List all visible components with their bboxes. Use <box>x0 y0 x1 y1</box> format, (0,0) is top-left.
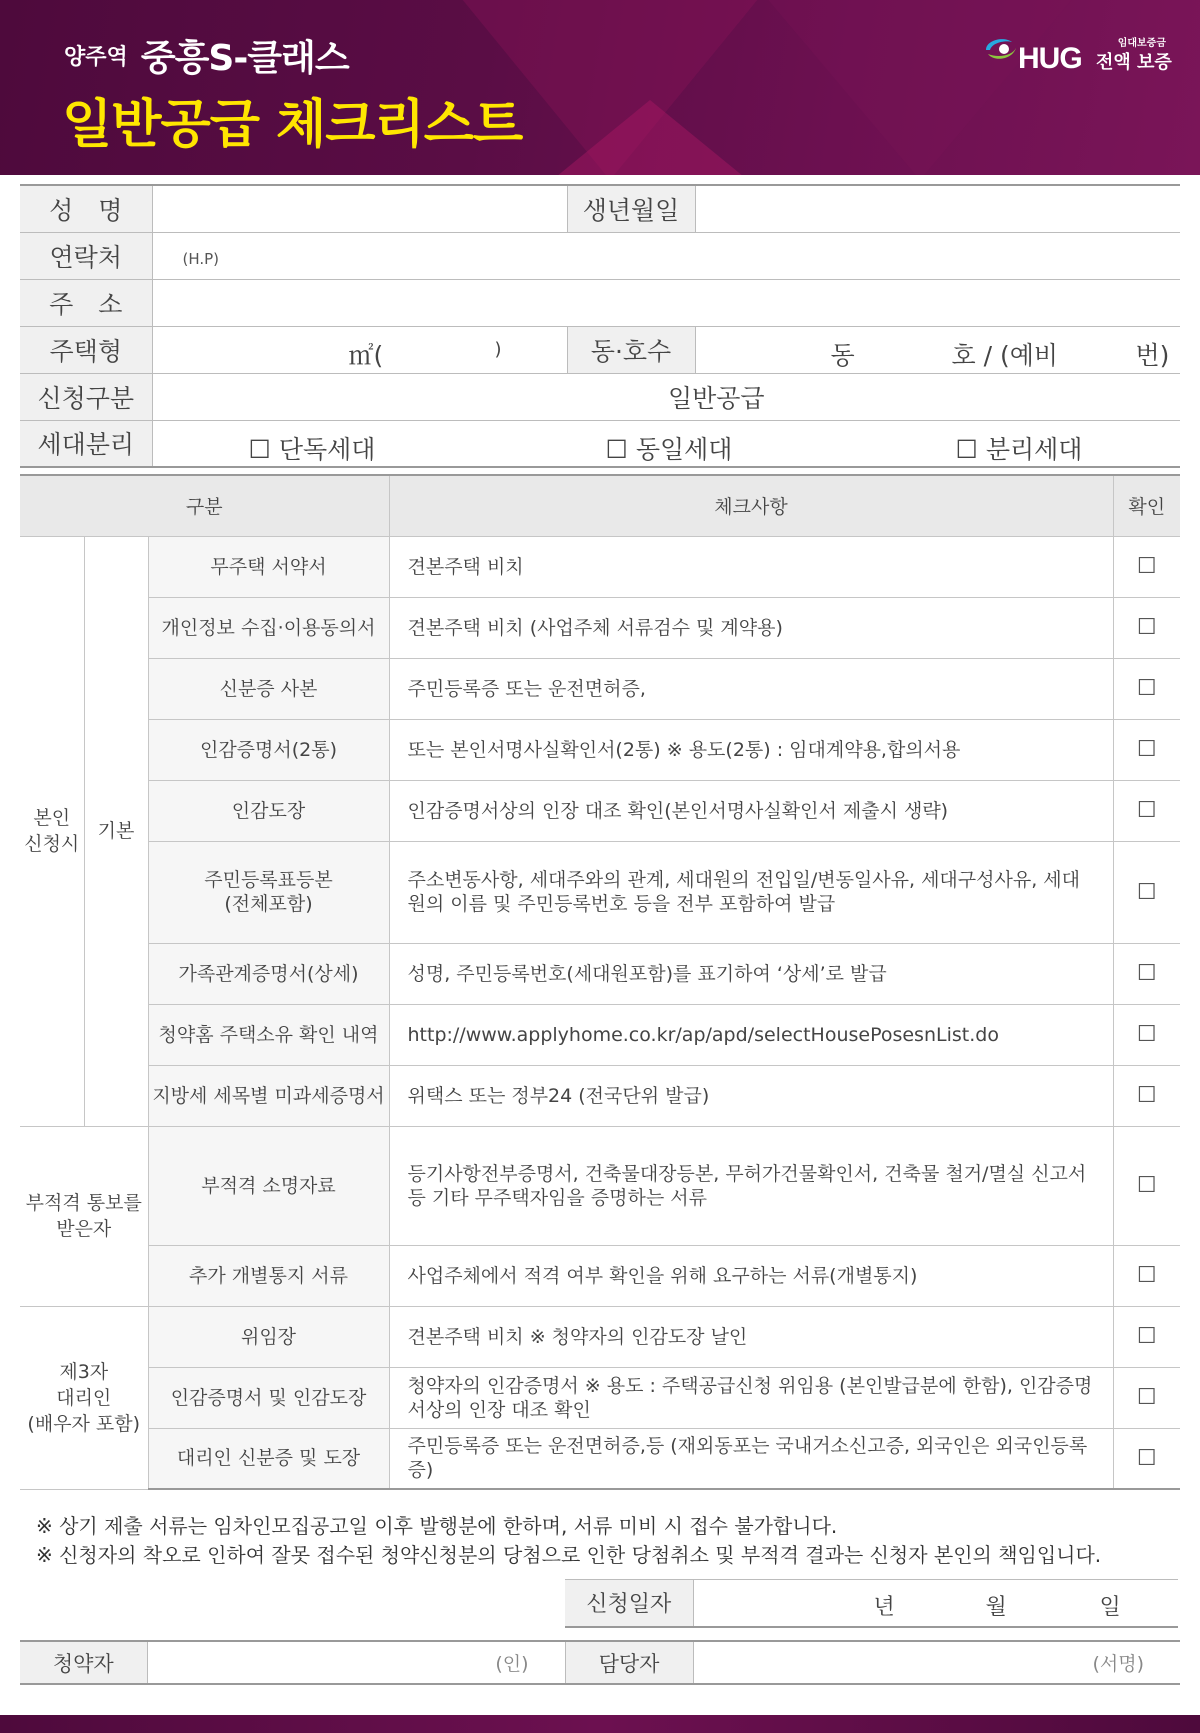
unit-label: 동·호수 <box>567 326 695 373</box>
item-label: 주민등록표등본 (전체포함) <box>148 841 389 943</box>
type-field[interactable] <box>152 326 567 373</box>
header-items: 체크사항 <box>389 475 1113 536</box>
item-desc: 성명, 주민등록번호(세대원포함)를 표기하여 ‘상세’로 발급 <box>389 943 1113 1004</box>
group-proxy-title: 제3자 대리인 (배우자 포함) <box>20 1306 148 1489</box>
note-line: ※ 신청자의 착오로 인하여 잘못 접수된 청약신청분의 당첨으로 인한 당첨취소 및 부적격 결과는 신청자 본인의 책임입니다. <box>36 1543 1102 1567</box>
name-label: 성 명 <box>20 185 152 232</box>
item-desc: 등기사항전부증명서, 건축물대장등본, 무허가건물확인서, 건축물 철거/멸실 신고서 등 기타 무주택자임을 증명하는 서류 <box>389 1126 1113 1245</box>
confirm-checkbox[interactable]: ☐ <box>1113 719 1180 780</box>
date-year: 년 <box>873 1595 895 1620</box>
table-row <box>20 1306 1180 1367</box>
group-ineligible-title: 부적격 통보를 받은자 <box>20 1126 148 1306</box>
hug-logo <box>982 30 1172 80</box>
unit-beon: 번) <box>1135 340 1170 370</box>
table-row <box>20 780 1180 841</box>
row-contact <box>20 232 1180 279</box>
type-label: 주택형 <box>20 326 152 373</box>
brand-name: 중흥S-클래스 <box>140 38 349 79</box>
page-title: 일반공급 체크리스트 <box>62 95 523 155</box>
applicant-label: 청약자 <box>20 1641 147 1684</box>
table-row <box>20 597 1180 658</box>
application-date-table <box>565 1579 1178 1628</box>
table-row <box>20 658 1180 719</box>
table-row <box>20 1126 1180 1245</box>
confirm-checkbox[interactable]: ☐ <box>1113 943 1180 1004</box>
checklist-header-row <box>20 475 1180 536</box>
table-row <box>20 943 1180 1004</box>
table-row <box>20 841 1180 943</box>
staff-label: 담당자 <box>565 1641 693 1684</box>
signature-table <box>20 1640 1180 1685</box>
item-desc: 견본주택 비치 <box>389 536 1113 597</box>
confirm-checkbox[interactable]: ☐ <box>1113 1428 1180 1489</box>
row-apply-type <box>20 373 1180 420</box>
row-address <box>20 279 1180 326</box>
applicant-sign-field[interactable]: (인) <box>147 1641 565 1684</box>
birth-field[interactable] <box>695 185 1180 232</box>
item-desc: 위택스 또는 정부24 (전국단위 발급) <box>389 1065 1113 1126</box>
confirm-checkbox[interactable]: ☐ <box>1113 658 1180 719</box>
item-label: 대리인 신분증 및 도장 <box>148 1428 389 1489</box>
birth-label: 생년월일 <box>567 185 695 232</box>
row-housing-type <box>20 326 1180 373</box>
item-desc: 견본주택 비치 (사업주체 서류검수 및 계약용) <box>389 597 1113 658</box>
footer-bar <box>0 1715 1200 1733</box>
item-label: 인감증명서(2통) <box>148 719 389 780</box>
header-confirm: 확인 <box>1113 475 1180 536</box>
item-label: 인감증명서 및 인감도장 <box>148 1367 389 1428</box>
contact-field[interactable] <box>152 232 1180 279</box>
confirm-checkbox[interactable]: ☐ <box>1113 597 1180 658</box>
group-self-sub: 기본 <box>84 536 148 1126</box>
unit-field[interactable] <box>695 326 1180 373</box>
contact-hint: (H.P) <box>182 250 220 268</box>
table-row <box>20 1004 1180 1065</box>
table-row <box>20 719 1180 780</box>
item-desc: 사업주체에서 적격 여부 확인을 위해 요구하는 서류(개별통지) <box>389 1245 1113 1306</box>
item-desc: 인감증명서상의 인장 대조 확인(본인서명사실확인서 제출시 생략) <box>389 780 1113 841</box>
confirm-checkbox[interactable]: ☐ <box>1113 1306 1180 1367</box>
header-banner <box>0 0 1200 175</box>
document-checklist-table <box>20 474 1180 1490</box>
notes <box>36 1512 1101 1570</box>
type-close: ) <box>494 338 502 360</box>
table-row <box>20 536 1180 597</box>
apply-value: 일반공급 <box>152 373 1180 420</box>
group-self-title: 본인 신청시 <box>20 536 84 1126</box>
item-label: 인감도장 <box>148 780 389 841</box>
item-desc: http://www.applyhome.co.kr/ap/apd/selectHousePosesnList.do <box>389 1004 1113 1065</box>
type-unit: ㎡( <box>348 340 384 370</box>
hug-logo-icon <box>982 34 1022 64</box>
item-label: 위임장 <box>148 1306 389 1367</box>
confirm-checkbox[interactable]: ☐ <box>1113 536 1180 597</box>
item-label: 추가 개별통지 서류 <box>148 1245 389 1306</box>
confirm-checkbox[interactable]: ☐ <box>1113 1245 1180 1306</box>
name-field[interactable] <box>152 185 567 232</box>
item-desc: 견본주택 비치 ※ 청약자의 인감도장 날인 <box>389 1306 1113 1367</box>
household-options <box>152 420 1180 467</box>
household-same-checkbox[interactable]: ☐ 동일세대 <box>605 434 733 464</box>
staff-sign-field[interactable]: (서명) <box>693 1641 1180 1684</box>
date-month: 월 <box>985 1595 1007 1620</box>
date-label: 신청일자 <box>565 1580 693 1627</box>
table-row <box>20 1065 1180 1126</box>
location-label: 양주역 <box>64 45 128 70</box>
note-line: ※ 상기 제출 서류는 임차인모집공고일 이후 발행분에 한하며, 서류 미비 시 접수 불가합니다. <box>36 1514 838 1538</box>
item-label: 지방세 세목별 미과세증명서 <box>148 1065 389 1126</box>
address-label: 주 소 <box>20 279 152 326</box>
confirm-checkbox[interactable]: ☐ <box>1113 1065 1180 1126</box>
confirm-checkbox[interactable]: ☐ <box>1113 1004 1180 1065</box>
table-row <box>20 1245 1180 1306</box>
item-desc: 청약자의 인감증명서 ※ 용도 : 주택공급신청 위임용 (본인발급분에 한함), 인감증명서상의 인장 대조 확인 <box>389 1367 1113 1428</box>
confirm-checkbox[interactable]: ☐ <box>1113 780 1180 841</box>
contact-label: 연락처 <box>20 232 152 279</box>
apply-label: 신청구분 <box>20 373 152 420</box>
item-label: 신분증 사본 <box>148 658 389 719</box>
item-label: 부적격 소명자료 <box>148 1126 389 1245</box>
row-name <box>20 185 1180 232</box>
item-label: 개인정보 수집·이용동의서 <box>148 597 389 658</box>
confirm-checkbox[interactable]: ☐ <box>1113 841 1180 943</box>
item-label: 무주택 서약서 <box>148 536 389 597</box>
item-desc: 또는 본인서명사실확인서(2통) ※ 용도(2통) : 임대계약용,합의서용 <box>389 719 1113 780</box>
logo-small-text: 임대보증금 <box>1117 38 1166 49</box>
household-single-checkbox[interactable]: ☐ 단독세대 <box>248 434 376 464</box>
item-desc: 주민등록증 또는 운전면허증,등 (재외동포는 국내거소신고증, 외국인은 외국인등록증) <box>389 1428 1113 1489</box>
unit-ho: 호 / (예비 <box>951 340 1059 370</box>
table-row <box>20 1428 1180 1489</box>
logo-big-text: 전액 보증 <box>1096 52 1172 73</box>
table-row <box>20 1367 1180 1428</box>
header-category: 구분 <box>20 475 389 536</box>
confirm-checkbox[interactable]: ☐ <box>1113 1367 1180 1428</box>
row-household <box>20 420 1180 467</box>
household-label: 세대분리 <box>20 420 152 467</box>
item-label: 청약홈 주택소유 확인 내역 <box>148 1004 389 1065</box>
applicant-info-table <box>20 184 1180 468</box>
logo-hug-text: HUG <box>1018 42 1082 75</box>
date-day: 일 <box>1099 1595 1121 1620</box>
item-desc: 주민등록증 또는 운전면허증, <box>389 658 1113 719</box>
unit-dong: 동 <box>830 340 855 370</box>
date-field[interactable] <box>693 1580 1178 1627</box>
confirm-checkbox[interactable]: ☐ <box>1113 1126 1180 1245</box>
address-field[interactable] <box>152 279 1180 326</box>
item-desc: 주소변동사항, 세대주와의 관계, 세대원의 전입일/변동일사유, 세대구성사유, 세대원의 이름 및 주민등록번호 등을 전부 포함하여 발급 <box>389 841 1113 943</box>
item-label: 가족관계증명서(상세) <box>148 943 389 1004</box>
project-name <box>64 30 349 81</box>
household-separate-checkbox[interactable]: ☐ 분리세대 <box>955 434 1083 464</box>
